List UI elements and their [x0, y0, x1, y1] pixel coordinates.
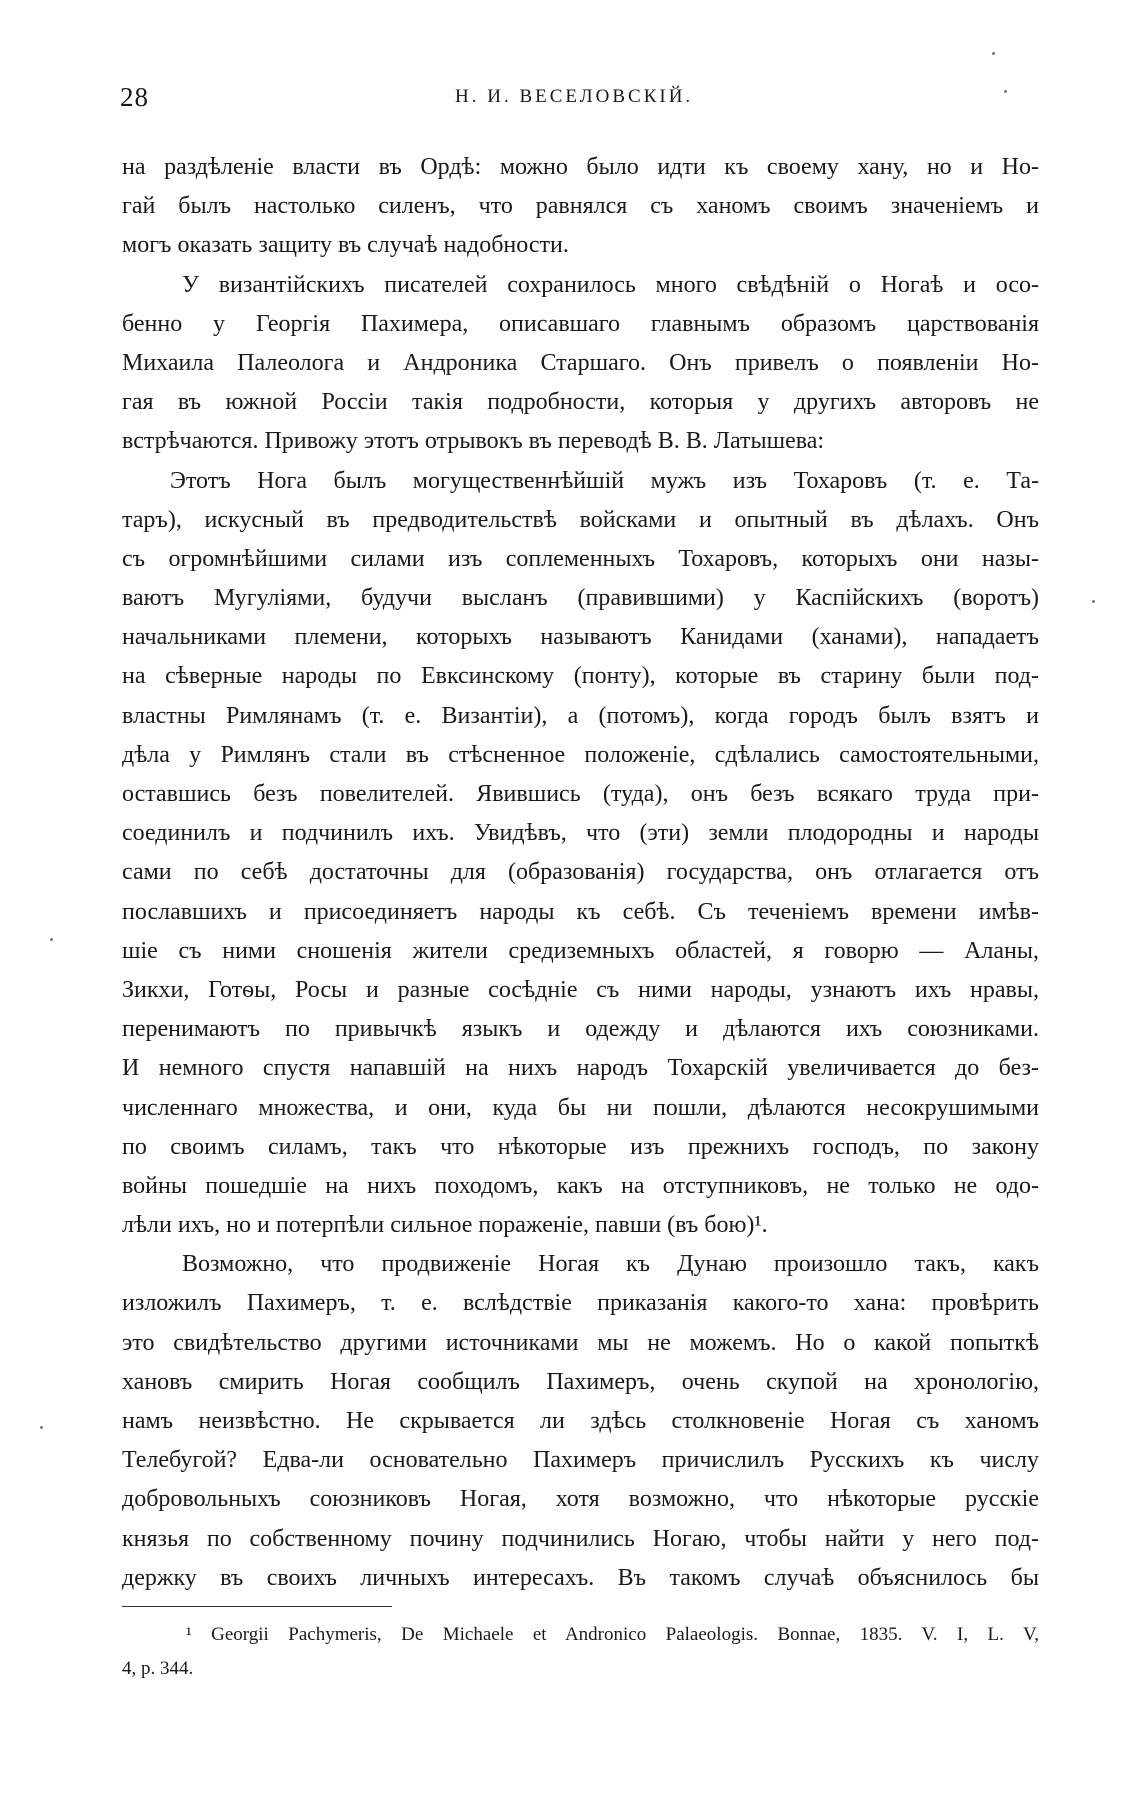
quote-line: перенимаютъ по привычкѣ языкъ и одежду и дѣлаются ихъ союзниками.	[122, 1016, 1039, 1043]
text-line: бенно у Георгія Пахимера, описавшаго главнымъ образомъ царствованія	[122, 310, 1039, 337]
quote-line: численнаго множества, и они, куда бы ни пошли, дѣлаются несокрушимыми	[122, 1094, 1039, 1121]
quote-line: съ огромнѣйшими силами изъ соплеменныхъ Тохаровъ, которыхъ они назы-	[122, 545, 1039, 572]
quote-line: Этотъ Нога былъ могущественнѣйшій мужъ изъ Тохаровъ (т. е. Та-	[170, 467, 1039, 494]
text-line: могъ оказать защиту въ случаѣ надобности.	[122, 232, 569, 259]
text-line: Телебугой? Едва-ли основательно Пахимеръ причислилъ Русскихъ къ числу	[122, 1447, 1039, 1474]
text-line: намъ неизвѣстно. Не скрывается ли здѣсь столкновеніе Ногая съ ханомъ	[122, 1408, 1039, 1434]
text-line: гая въ южной Россіи такія подробности, которыя у другихъ авторовъ не	[122, 389, 1039, 416]
text-line: изложилъ Пахимеръ, т. е. вслѣдствіе приказанія какого-то хана: провѣрить	[122, 1290, 1039, 1317]
print-speck	[50, 938, 53, 941]
print-speck	[1004, 90, 1007, 93]
page-number: 28	[120, 82, 149, 112]
text-line: князья по собственному почину подчинились Ногаю, чтобы найти у него под-	[122, 1525, 1039, 1552]
quote-line: сами по себѣ достаточны для (образованія) государства, онъ отлагается отъ	[122, 859, 1039, 886]
footnote-divider	[122, 1606, 392, 1607]
quote-line: соединилъ и подчинилъ ихъ. Увидѣвъ, что (эти) земли плодородны и народы	[122, 820, 1039, 847]
quote-line: шіе съ ними сношенія жители средиземныхъ областей, я говорю — Аланы,	[122, 937, 1039, 964]
quote-line: пославшихъ и присоединяетъ народы къ себѣ. Съ теченіемъ времени имѣв-	[122, 898, 1039, 925]
quote-line: И немного спустя напавшій на нихъ народъ Тохарскій увеличивается до без-	[122, 1055, 1039, 1082]
main-text	[122, 148, 1039, 1598]
footnote	[122, 1618, 1039, 1686]
text-line: на раздѣленіе власти въ Ордѣ: можно было идти къ своему хану, но и Но-	[122, 154, 1039, 180]
print-speck	[1092, 600, 1095, 603]
footnote-line: ¹ Georgii Pachymeris, De Michaele et Andronico Palaeologis. Bonnae, 1835. V. I, L. V,	[186, 1624, 1039, 1645]
quote-line: Зикхи, Готѳы, Росы и разные сосѣдніе съ ними народы, узнаютъ ихъ нравы,	[122, 976, 1039, 1003]
footnote-line: 4, p. 344.	[122, 1658, 194, 1679]
running-head: Н. И. ВЕСЕЛОВСКІЙ.	[455, 86, 694, 107]
text-line: Михаила Палеолога и Андроника Старшаго. Онъ привелъ о появленіи Но-	[122, 349, 1039, 376]
quote-line: лѣли ихъ, но и потерпѣли сильное пораженіе, павши (въ бою)¹.	[122, 1212, 768, 1239]
quote-line: по своимъ силамъ, такъ что нѣкоторые изъ прежнихъ господъ, по закону	[122, 1133, 1039, 1160]
text-line: добровольныхъ союзниковъ Ногая, хотя возможно, что нѣкоторые русскіе	[122, 1486, 1039, 1513]
quote-line: начальниками племени, которыхъ называютъ Канидами (ханами), нападаетъ	[122, 624, 1039, 651]
page-header	[120, 82, 1040, 122]
print-speck	[40, 1426, 43, 1429]
quote-line: таръ), искусный въ предводительствѣ войсками и опытный въ дѣлахъ. Онъ	[122, 506, 1039, 533]
quote-line: на сѣверные народы по Евксинскому (понту), которые въ старину были под-	[122, 663, 1039, 690]
text-line: гай былъ настолько силенъ, что равнялся съ ханомъ своимъ значеніемъ и	[122, 193, 1039, 220]
text-line: встрѣчаются. Привожу этотъ отрывокъ въ переводѣ В. В. Латышева:	[122, 428, 825, 455]
text-line: У византійскихъ писателей сохранилось много свѣдѣній о Ногаѣ и осо-	[182, 271, 1039, 298]
print-speck	[992, 52, 995, 55]
quote-line: ваютъ Мугуліями, будучи высланъ (правившими) у Каспійскихъ (воротъ)	[122, 585, 1039, 612]
text-line: Возможно, что продвиженіе Ногая къ Дунаю произошло такъ, какъ	[182, 1251, 1039, 1278]
text-line: это свидѣтельство другими источниками мы не можемъ. Но о какой попыткѣ	[122, 1329, 1039, 1356]
quote-line: войны пошедшіе на нихъ походомъ, какъ на отступниковъ, не только не одо-	[122, 1172, 1039, 1199]
text-line: держку въ своихъ личныхъ интересахъ. Въ такомъ случаѣ объяснилось бы	[122, 1564, 1039, 1591]
quote-line: дѣла у Римлянъ стали въ стѣсненное положеніе, сдѣлались самостоятельными,	[122, 741, 1039, 768]
quote-line: властны Римлянамъ (т. е. Византіи), а (потомъ), когда городъ былъ взятъ и	[122, 702, 1039, 729]
text-line: хановъ смирить Ногая сообщилъ Пахимеръ, очень скупой на хронологію,	[122, 1368, 1039, 1395]
quote-line: оставшись безъ повелителей. Явившись (туда), онъ безъ всякаго труда при-	[122, 781, 1039, 807]
